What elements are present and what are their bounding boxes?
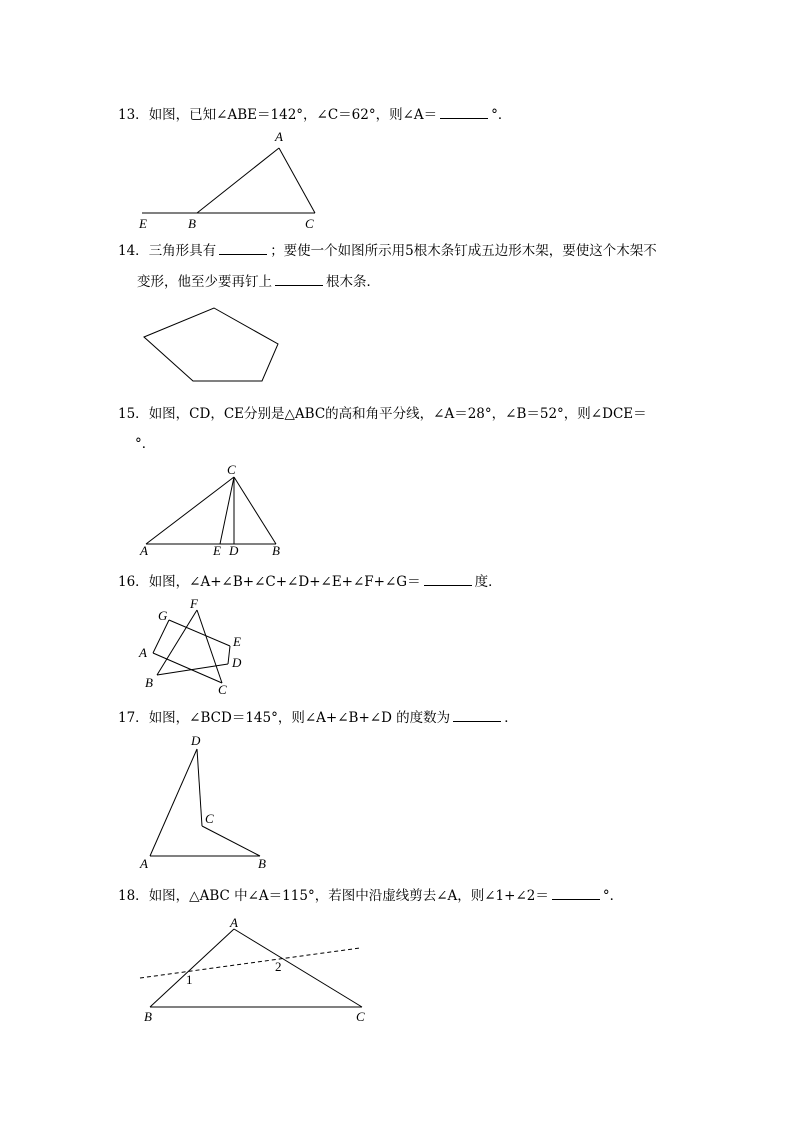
label-D: D [191, 733, 201, 748]
line-BA [150, 929, 234, 1007]
label-F: F [190, 596, 198, 611]
question-text-4: 根木条． [326, 274, 380, 290]
question-text-3: 变形，他至少要再钉上 [137, 274, 272, 290]
label-B: B [188, 216, 196, 231]
question-text-2: ；要使一个如图所示用5根木条钉成五边形木架，要使这个木架不 [270, 243, 657, 259]
question-number: 14． [118, 243, 149, 259]
label-E: E [233, 634, 241, 649]
question-text: 如图，△ABC 中∠A＝115°，若图中沿虚线剪去∠A，则∠1+∠2＝ [148, 888, 549, 904]
question-text: 三角形具有 [148, 243, 217, 259]
label-C: C [356, 1009, 365, 1024]
label-C: C [227, 462, 236, 477]
label-D: D [229, 543, 239, 558]
label-E: E [139, 216, 147, 231]
question-number: 18． [118, 888, 149, 904]
question-text-end: °． [602, 888, 624, 904]
label-B: B [144, 1009, 152, 1024]
label-A: A [139, 645, 147, 660]
question-text: 如图，已知∠ABE＝142°，∠C＝62°，则∠A＝ [148, 107, 438, 123]
question-text: 如图，CD，CE分别是△ABC的高和角平分线，∠A＝28°，∠B＝52°，则∠DCE＝ [148, 406, 647, 422]
question-number: 13． [118, 107, 149, 123]
question-text-end: 度． [474, 574, 502, 590]
line-AC [234, 929, 362, 1007]
label-E: E [213, 543, 221, 558]
label-A: A [140, 543, 148, 558]
question-text-end: ． [504, 710, 518, 726]
label-B: B [272, 543, 280, 558]
cut-dashed-line [140, 948, 360, 978]
label-C: C [218, 682, 227, 697]
label-C: C [205, 811, 214, 826]
question-number: 15． [118, 406, 149, 422]
question-text: 如图，∠A+∠B+∠C+∠D+∠E+∠F+∠G＝ [148, 574, 421, 590]
label-A: A [275, 129, 283, 144]
label-D: D [232, 655, 242, 670]
question-number: 17． [118, 710, 149, 726]
label-C: C [305, 216, 314, 231]
label-A: A [230, 915, 238, 930]
question-text: 如图，∠BCD＝145°，则∠A+∠B+∠D 的度数为 [148, 710, 451, 726]
question-text-end: °． [135, 436, 156, 452]
label-B: B [258, 856, 266, 871]
label-B: B [145, 675, 153, 690]
question-text-end: °． [491, 107, 512, 123]
label-G: G [158, 608, 168, 623]
label-A: A [140, 856, 148, 871]
label-2: 2 [275, 959, 282, 974]
question-number: 16． [118, 574, 149, 590]
label-1: 1 [186, 972, 193, 987]
